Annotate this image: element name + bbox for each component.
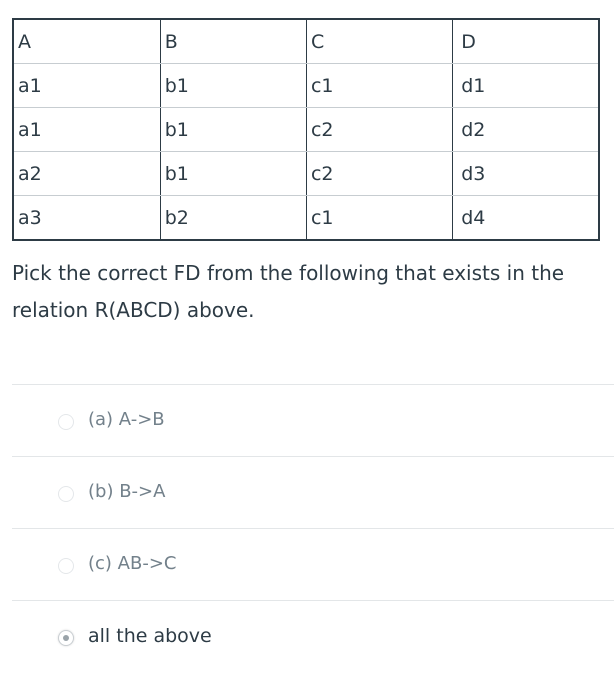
- answer-label-c[interactable]: (c) AB->C: [88, 553, 177, 574]
- table-cell: d2: [453, 108, 599, 152]
- table-cell: b1: [160, 108, 306, 152]
- table-cell: c2: [306, 152, 452, 196]
- table-cell: c1: [306, 196, 452, 241]
- table-cell: c1: [306, 64, 452, 108]
- table-cell: b2: [160, 196, 306, 241]
- answer-radio-c[interactable]: [58, 558, 74, 574]
- table-cell: a3: [13, 196, 160, 241]
- table-cell: a2: [13, 152, 160, 196]
- table-cell: d1: [453, 64, 599, 108]
- answer-label-b[interactable]: (b) B->A: [88, 481, 166, 502]
- table-row: [13, 64, 599, 108]
- table-cell: c2: [306, 108, 452, 152]
- column-header-a: A: [13, 19, 160, 64]
- table-cell: d3: [453, 152, 599, 196]
- table-header-row: [13, 19, 599, 64]
- table-cell: b1: [160, 152, 306, 196]
- answer-option-a[interactable]: [12, 385, 614, 457]
- table-row: [13, 108, 599, 152]
- table-cell: a1: [13, 64, 160, 108]
- answer-list: [12, 384, 614, 673]
- table-cell: d4: [453, 196, 599, 241]
- table-row: [13, 196, 599, 241]
- column-header-c: C: [306, 19, 452, 64]
- answer-option-c[interactable]: [12, 529, 614, 601]
- answer-label-d[interactable]: all the above: [88, 625, 212, 647]
- table-cell: b1: [160, 64, 306, 108]
- answer-radio-d[interactable]: [58, 630, 74, 646]
- answer-label-a[interactable]: (a) A->B: [88, 409, 165, 430]
- relation-table: [12, 18, 600, 241]
- answer-option-b[interactable]: [12, 457, 614, 529]
- answer-option-d[interactable]: [12, 601, 614, 673]
- table-row: [13, 152, 599, 196]
- column-header-d: D: [453, 19, 599, 64]
- column-header-b: B: [160, 19, 306, 64]
- answer-radio-b[interactable]: [58, 486, 74, 502]
- question-text: Pick the correct FD from the following that exists in the relation R(ABCD) above.: [12, 261, 565, 322]
- table-cell: a1: [13, 108, 160, 152]
- answer-radio-a[interactable]: [58, 414, 74, 430]
